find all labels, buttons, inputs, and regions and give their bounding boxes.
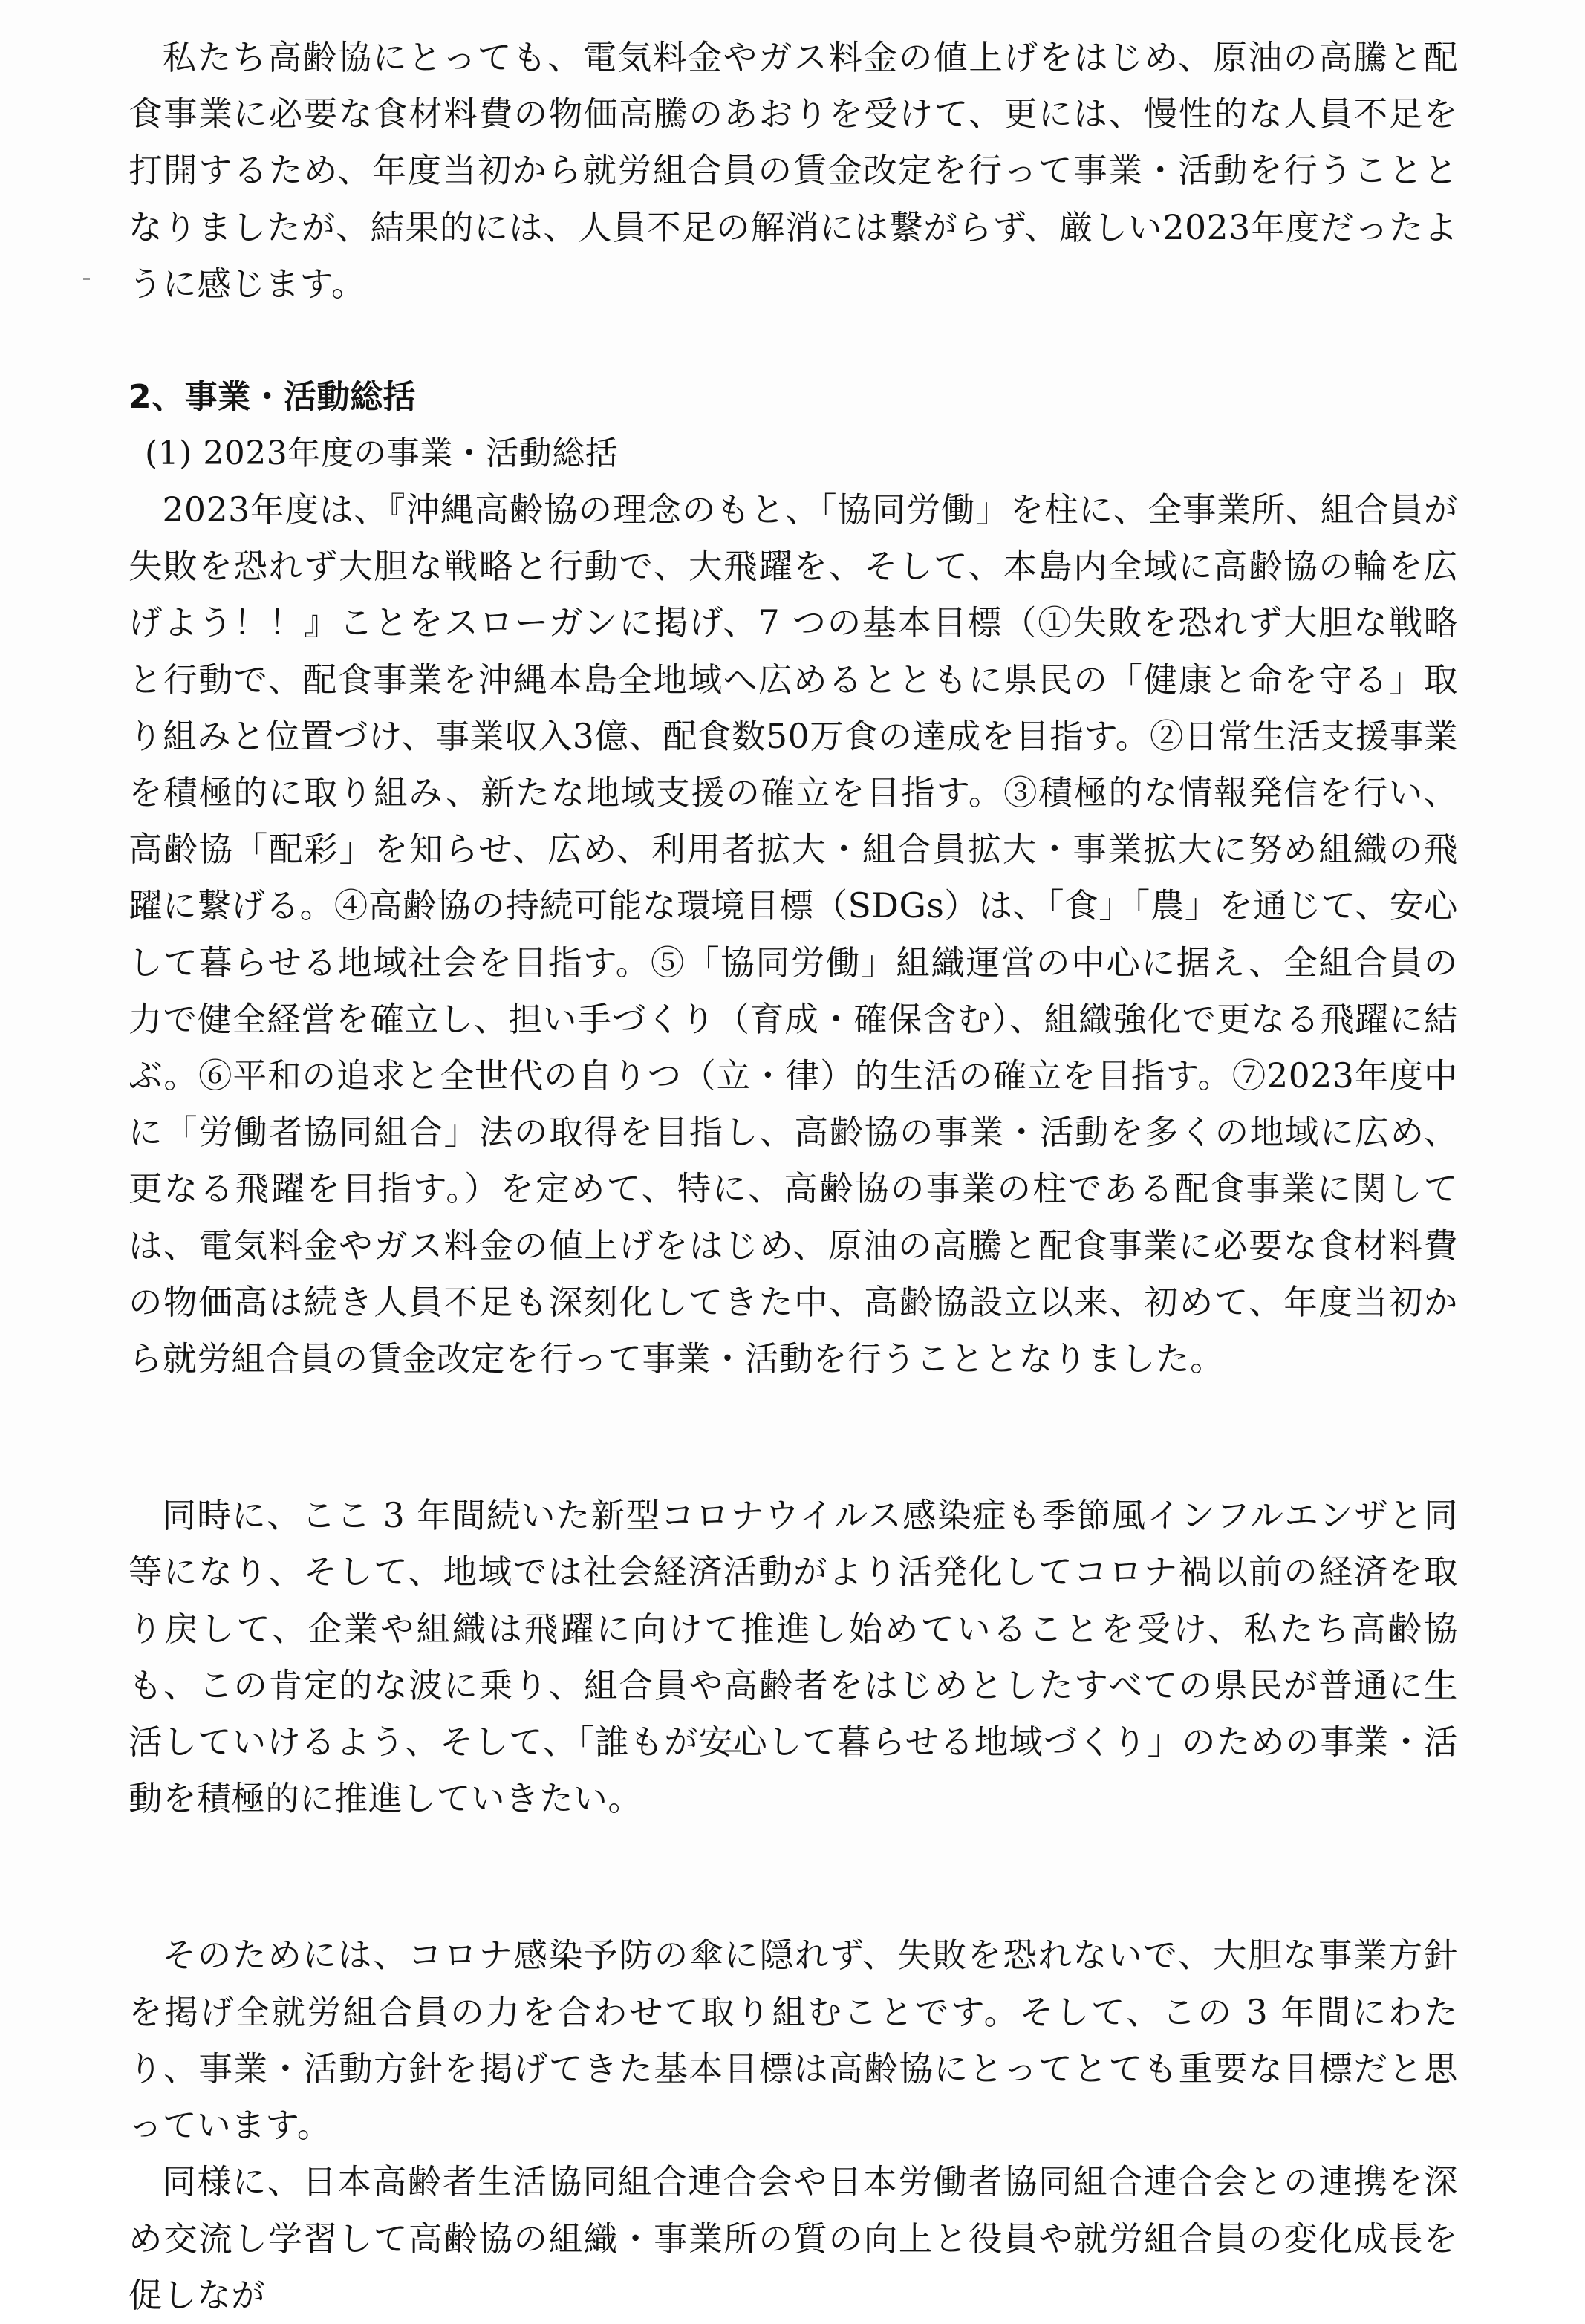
scan-speck: [83, 278, 90, 280]
paragraph-gap: [128, 1387, 1458, 1488]
covid-paragraph: 同時に、ここ 3 年間続いた新型コロナウイルス感染症も季節風インフルエンザと同等になり、そして、地域では社会経済活動がより活発化してコロナ禍以前の経済を取り戻して、企業や組織は飛躍に向けて推進し始めていることを受け、私たち高齢協も、この肯定的な波に乗り、組合員や高齢者をはじめとしたすべての県民が普通に生活していけるよう、そして、「誰もが安心して暮らせる地域づくり」のための事業・活動を積極的に推進していきたい。: [128, 1496, 1458, 1819]
summary-paragraph: 2023年度は、『沖縄高齢協の理念のもと、「協同労働」を柱に、全事業所、組合員が失敗を恐れず大胆な戦略と行動で、大飛躍を、そして、本島内全域に高齢協の輪を広げよう！！』ことをスローガンに掲げ、7 つの基本目標（①失敗を恐れず大胆な戦略と行動で、配食事業を沖縄本島全地域へ広めるとともに県民の「健康と命を守る」取り組みと位置づけ、事業収入3億、配食数50万食の達成を目指す。②日常生活支援事業を積極的に取り組み、新たな地域支援の確立を目指す。③積極的な情報発信を行い、高齢協「配彩」を知らせ、広め、利用者拡大・組合員拡大・事業拡大に努め組織の飛躍に繋げる。④高齢協の持続可能な環境目標（SDGs）は、「食」「農」を通じて、安心して暮らせる地域社会を目指す。⑤「協同労働」組織運営の中心に据え、全組合員の力で健全経営を確立し、担い手づくり（育成・確保含む）、組織強化で更なる飛躍に結ぶ。⑥平和の追求と全世代の自りつ（立・律）的生活の確立を目指す。⑦2023年度中に「労働者協同組合」法の取得を目指し、高齢協の事業・活動を多くの地域に広め、更なる飛躍を目指す。）を定めて、特に、高齢協の事業の柱である配食事業に関しては、電気料金やガス料金の値上げをはじめ、原油の高騰と配食事業に必要な食材料費の物価高は続き人員不足も深刻化してきた中、高齢協設立以来、初めて、年度当初から就労組合員の賃金改定を行って事業・活動を行うこととなりました。: [128, 490, 1458, 1379]
document-body: [128, 30, 1458, 2324]
federation-paragraph: 同様に、日本高齢者生活協同組合連合会や日本労働者協同組合連合会との連携を深め交流し学習して高齢協の組織・事業所の質の向上と役員や就労組合員の変化成長を促しなが: [128, 2162, 1458, 2315]
policy-paragraph: そのためには、コロナ感染予防の傘に隠れず、失敗を恐れないで、大胆な事業方針を掲げ全就労組合員の力を合わせて取り組むことです。そして、この 3 年間にわたり、事業・活動方針を掲げてきた基本目標は高齢協にとってとても重要な目標だと思っています。: [128, 1936, 1458, 2146]
paragraph-gap: [128, 1827, 1458, 1927]
subsection-heading: (1) 2023年度の事業・活動総括: [145, 434, 619, 473]
intro-paragraph: 私たち高齢協にとっても、電気料金やガス料金の値上げをはじめ、原油の高騰と配食事業に必要な食材料費の物価高騰のあおりを受けて、更には、慢性的な人員不足を打開するため、年度当初から就労組合員の賃金改定を行って事業・活動を行うこととなりましたが、結果的には、人員不足の解消には繋がらず、厳しい2023年度だったように感じます。: [128, 38, 1458, 304]
section-heading: 2、事業・活動総括: [128, 378, 417, 417]
